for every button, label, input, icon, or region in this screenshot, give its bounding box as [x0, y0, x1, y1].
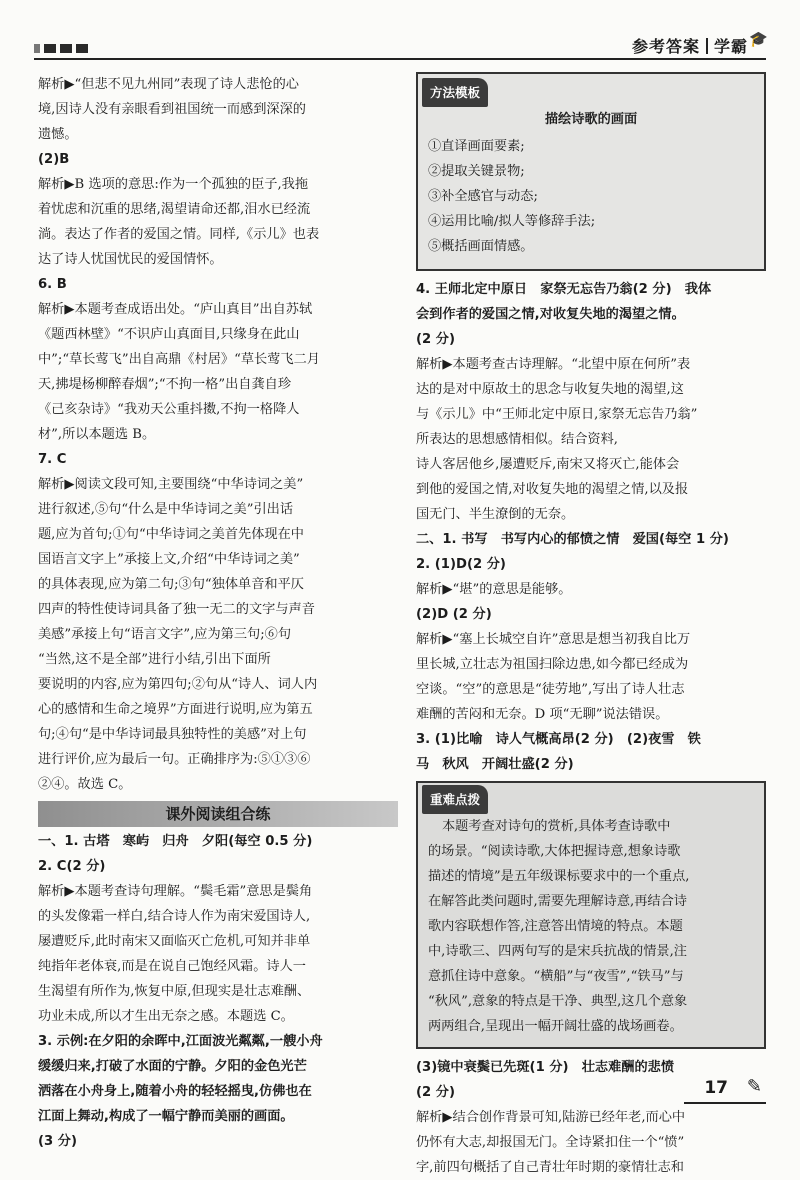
key-line: 在解答此类问题时,需要先理解诗意,再结合诗 — [428, 894, 687, 909]
key-line: 意抓住诗中意象。“横船”与“夜雪”,“铁马”与 — [428, 969, 684, 984]
answer-line: 二、1. 书写 书写内心的郁愤之情 爱国(每空 1 分) — [416, 532, 729, 547]
text-line: 《题西林壁》“不识庐山真面目,只缘身在此山 — [38, 327, 300, 342]
page-number: 17 — [704, 1078, 728, 1098]
text-line: 中”;“草长莺飞”出自高鼎《村居》“草长莺飞二月 — [38, 352, 320, 367]
text-line: 字,前四句概括了自己青壮年时期的豪情壮志和 — [416, 1160, 684, 1175]
page-header — [0, 0, 800, 66]
answer-line: 江面上舞动,构成了一幅宁静而美丽的画面。 — [38, 1109, 294, 1124]
answer-line: 6. B — [38, 277, 67, 292]
answer-line: (3 分) — [38, 1134, 78, 1149]
text-line: 生渴望有所作为,恢复中原,但现实是壮志难酬、 — [38, 984, 311, 999]
text-line: 的具体表现,应为第二句;③句“独体单音和平仄 — [38, 577, 304, 592]
text-line: 境,因诗人没有亲眼看到祖国统一而感到深深的 — [38, 102, 306, 117]
text-line: 材”,所以本题选 B。 — [38, 427, 156, 442]
method-step: ①直译画面要素; — [428, 139, 525, 154]
text-line: 国语言文字上”承接上文,介绍“中华诗词之美” — [38, 552, 300, 567]
text-line: 要说明的内容,应为第四句;②句从“诗人、词人内 — [38, 677, 318, 692]
text-line: 美感”承接上句“语言文字”,应为第三句;⑥句 — [38, 627, 292, 642]
header-decoration — [34, 44, 88, 53]
text-line: 难酬的苦闷和无奈。D 项“无聊”说法错误。 — [416, 707, 669, 722]
method-step: ④运用比喻/拟人等修辞手法; — [428, 214, 596, 229]
right-column — [416, 72, 766, 1180]
text-line: 纯指年老体衰,而是在说自己饱经风霜。诗人一 — [38, 959, 306, 974]
text-line: 《己亥杂诗》“我劝天公重抖擞,不拘一格降人 — [38, 402, 300, 417]
text-line: 达的是对中原故土的思念与收复失地的渴望,这 — [416, 382, 684, 397]
text-line: 遗憾。 — [38, 127, 78, 142]
text-line: 进行叙述,⑤句“什么是中华诗词之美”引出话 — [38, 502, 294, 517]
text-line: 解析▶“但悲不见九州同”表现了诗人悲怆的心 — [38, 77, 299, 92]
answer-line: 洒落在小舟身上,随着小舟的轻轻摇曳,仿佛也在 — [38, 1084, 312, 1099]
text-line: 着忧虑和沉重的思绪,渴望请命还都,泪水已经流 — [38, 202, 311, 217]
footer-rule — [684, 1102, 766, 1104]
answer-line: 一、1. 古塔 寒屿 归舟 夕阳(每空 0.5 分) — [38, 834, 313, 849]
answer-line: 缓缓归来,打破了水面的宁静。夕阳的金色光芒 — [38, 1059, 307, 1074]
text-line: 诗人客居他乡,屡遭贬斥,南宋又将灭亡,能体会 — [416, 457, 680, 472]
brand — [632, 34, 748, 57]
text-line: 空谈。“空”的意思是“徒劳地”,写出了诗人壮志 — [416, 682, 685, 697]
text-line: 淌。表达了作者的爱国之情。同样,《示儿》也表 — [38, 227, 320, 242]
method-step: ②提取关键景物; — [428, 164, 525, 179]
method-title: 描绘诗歌的画面 — [544, 112, 638, 127]
answer-line: 3. 示例:在夕阳的余晖中,江面波光粼粼,一艘小舟 — [38, 1034, 323, 1049]
text-line: 的头发像霜一样白,结合诗人作为南宋爱国诗人, — [38, 909, 311, 924]
answer-line: 2. C(2 分) — [38, 859, 106, 874]
text-line: 解析▶结合创作背景可知,陆游已经年老,而心中 — [416, 1110, 686, 1125]
answer-line: (3)镜中衰鬓已先斑(1 分) 壮志难酬的悲愤 — [416, 1060, 675, 1075]
method-tag: 方法模板 — [422, 78, 488, 107]
text-line: 仍怀有大志,却报国无门。全诗紧扣住一个“愤” — [416, 1135, 685, 1150]
text-line: 进行评价,应为最后一句。正确排序为:⑤①③⑥ — [38, 752, 311, 767]
text-line: 解析▶“堪”的意思是能够。 — [416, 582, 572, 597]
answer-line: 马 秋风 开阔壮盛(2 分) — [416, 757, 574, 772]
key-points-box — [416, 781, 766, 1049]
answer-line: 会到作者的爱国之情,对收复失地的渴望之情。 — [416, 307, 685, 322]
left-column — [38, 72, 398, 1154]
answer-line: (2 分) — [416, 332, 456, 347]
key-points-tag: 重难点拨 — [422, 785, 488, 814]
text-line: 所表达的思想感情相似。结合资料, — [416, 432, 619, 447]
text-line: 天,拂堤杨柳醉春烟”;“不拘一格”出自龚自珍 — [38, 377, 292, 392]
text-line: 屡遭贬斥,此时南宋又面临灭亡危机,可知并非单 — [38, 934, 311, 949]
text-line: 解析▶B 选项的意思:作为一个孤独的臣子,我拖 — [38, 177, 309, 192]
text-line: 国无门、半生潦倒的无奈。 — [416, 507, 575, 522]
text-line: “当然,这不是全部”进行小结,引出下面所 — [38, 652, 271, 667]
text-line: 四声的特性使诗词具备了独一无二的文字与声音 — [38, 602, 315, 617]
text-line: 解析▶本题考查古诗理解。“北望中原在何所”表 — [416, 357, 691, 372]
key-line: 描述的情境”是五年级课标要求中的一个重点, — [428, 869, 690, 884]
key-line: 中,诗歌三、四两句写的是宋兵抗战的情景,注 — [428, 944, 687, 959]
text-line: 解析▶阅读文段可知,主要围绕“中华诗词之美” — [38, 477, 304, 492]
text-line: 到他的爱国之情,对收复失地的渴望之情,以及报 — [416, 482, 689, 497]
section-title: 课外阅读组合练 — [38, 801, 398, 827]
text-line: 心的感情和生命之境界”方面进行说明,应为第五 — [38, 702, 313, 717]
answer-line: 7. C — [38, 452, 67, 467]
key-line: 两两组合,呈现出一幅开阔壮盛的战场画卷。 — [428, 1019, 683, 1034]
method-step: ③补全感官与动态; — [428, 189, 538, 204]
brand-answer-label: 参考答案 — [631, 37, 700, 56]
text-line: 解析▶“塞上长城空自许”意思是想当初我自比万 — [416, 632, 691, 647]
header-rule — [34, 58, 766, 60]
pencil-icon: ✎ — [746, 1076, 762, 1097]
text-line: 达了诗人忧国忧民的爱国情怀。 — [38, 252, 223, 267]
key-line: 的场景。“阅读诗歌,大体把握诗意,想象诗歌 — [428, 844, 681, 859]
method-step: ⑤概括画面情感。 — [428, 239, 534, 254]
key-line: 歌内容联想作答,注意答出情境的特点。本题 — [428, 919, 683, 934]
answer-line: 4. 王师北定中原日 家祭无忘告乃翁(2 分) 我体 — [416, 282, 712, 297]
text-line: 句;④句“是中华诗词最具独特性的美感”对上句 — [38, 727, 307, 742]
text-line: 解析▶本题考查成语出处。“庐山真目”出自苏轼 — [38, 302, 313, 317]
text-line: 与《示儿》中“王师北定中原日,家祭无忘告乃翁” — [416, 407, 698, 422]
answer-line: (2 分) — [416, 1085, 456, 1100]
answer-line: 3. (1)比喻 诗人气概高昂(2 分) (2)夜雪 铁 — [416, 732, 701, 747]
text-line: ②④。故选 C。 — [38, 777, 132, 792]
graduation-cap-icon: 🎓 — [749, 30, 768, 48]
key-line: 本题考查对诗句的赏析,具体考查诗歌中 — [442, 819, 671, 834]
text-line: 解析▶本题考查诗句理解。“鬓毛霜”意思是鬓角 — [38, 884, 313, 899]
brand-name: 学霸 — [713, 37, 748, 56]
text-line: 里长城,立壮志为祖国扫除边患,如今都已经成为 — [416, 657, 689, 672]
method-template-box — [416, 72, 766, 271]
answer-line: (2)D (2 分) — [416, 607, 492, 622]
text-line: 功业未成,所以才生出无奈之感。本题选 C。 — [38, 1009, 294, 1024]
answer-line: (2)B — [38, 152, 70, 167]
text-line: 题,应为首句;①句“中华诗词之美首先体现在中 — [38, 527, 304, 542]
key-line: “秋风”,意象的特点是干净、典型,这几个意象 — [428, 994, 688, 1009]
answer-line: 2. (1)D(2 分) — [416, 557, 506, 572]
